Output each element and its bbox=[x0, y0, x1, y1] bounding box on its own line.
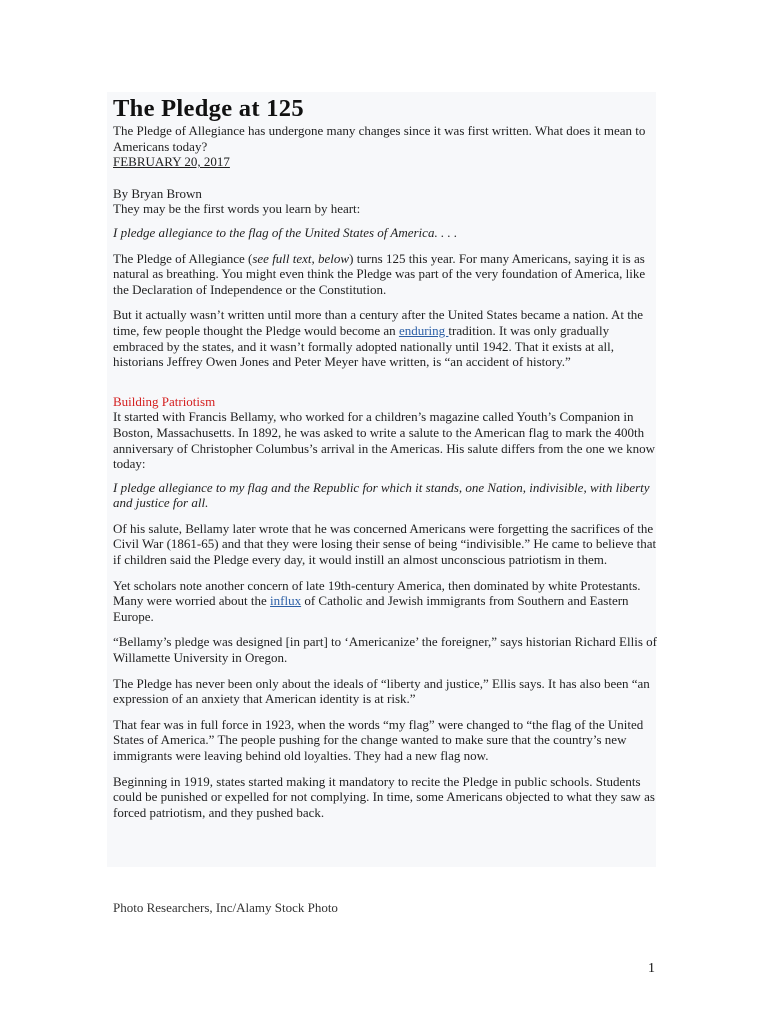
paragraph-3 bbox=[113, 307, 658, 369]
paragraph-2-text-b: ) turns 125 this year. For many Americans, saying it is as natural as breathing. You might even think the Pledge was part of the very foundation of America, like the Declaration of Independence or the Constitution. bbox=[113, 250, 646, 297]
paragraph-10: Beginning in 1919, states started making it mandatory to recite the Pledge in public schools. Students could be punished or expelled for not complying. In time, some Americans objected to what they saw as forced patriotism, and they pushed back. bbox=[113, 773, 655, 820]
article-title: The Pledge at 125 bbox=[113, 95, 304, 122]
pledge-quote-modern: I pledge allegiance to the flag of the United States of America. . . . bbox=[113, 224, 458, 240]
paragraph-8: The Pledge has never been only about the ideals of “liberty and justice,” Ellis says. It has also been “an expression of an anxiety that American identity is at risk.” bbox=[113, 675, 650, 707]
byline: By Bryan Brown bbox=[113, 185, 202, 201]
paragraph-2-emphasis: see full text, below bbox=[252, 250, 350, 266]
paragraph-6-text-a: Yet scholars note another concern of late 19th-century America, then dominated by white Protestants. Many were worried about the bbox=[113, 577, 641, 609]
article-body bbox=[113, 95, 658, 820]
link-enduring[interactable]: enduring bbox=[398, 322, 449, 338]
paragraph-4: It started with Francis Bellamy, who worked for a children’s magazine called Youth’s Companion in Boston, Massachusetts. In 1892, he was asked to write a salute to the American flag to mark the 400th anniversary of Christopher Columbus’s arrival in the Americas. His salute differs from the one we know today: bbox=[113, 409, 656, 472]
paragraph-6 bbox=[113, 578, 658, 625]
pledge-quote-original: I pledge allegiance to my flag and the Republic for which it stands, one Nation, indivisible, with liberty and justice for all. bbox=[113, 479, 650, 511]
paragraph-intro: They may be the first words you learn by heart: bbox=[113, 201, 361, 217]
paragraph-2 bbox=[113, 251, 658, 298]
link-influx[interactable]: influx bbox=[270, 593, 302, 609]
paragraph-5: Of his salute, Bellamy later wrote that he was concerned Americans were forgetting the sacrifices of the Civil War (1861-65) and that they were losing their sense of being “indivisible.” He came to believe that if children said the Pledge every day, it would instill an almost unconscious patriotism in them. bbox=[113, 520, 657, 568]
paragraph-3-text-b: tradition. It was only gradually embraced by the states, and it wasn’t formally adopted nationally until 1942. That it exists at all, historians Jeffrey Owen Jones and Peter Meyer have written, is “an accident of history.” bbox=[113, 322, 614, 370]
paragraph-3-text-a: But it actually wasn’t written until more than a century after the United States became a nation. At the time, few people thought the Pledge would become an bbox=[113, 307, 644, 338]
paragraph-7: “Bellamy’s pledge was designed [in part] to ‘Americanize’ the foreigner,” says historian Richard Ellis of Willamette University in Oregon. bbox=[113, 634, 657, 666]
paragraph-9: That fear was in full force in 1923, when the words “my flag” were changed to “the flag of the United States of America.” The people pushing for the change wanted to make sure that the country’s new immigrants were leaving behind old loyalties. They had a new flag now. bbox=[113, 716, 644, 763]
section-heading-building-patriotism: Building Patriotism bbox=[113, 393, 216, 409]
paragraph-2-text-a: The Pledge of Allegiance ( bbox=[113, 250, 253, 266]
paragraph-6-text-b: of Catholic and Jewish immigrants from Southern and Eastern Europe. bbox=[113, 593, 629, 624]
photo-credit: Photo Researchers, Inc/Alamy Stock Photo bbox=[113, 900, 338, 915]
page-number: 1 bbox=[648, 961, 655, 976]
article-subtitle: The Pledge of Allegiance has undergone many changes since it was first written. What does it mean to Americans today? bbox=[113, 123, 646, 154]
article-date: FEBRUARY 20, 2017 bbox=[113, 154, 230, 170]
